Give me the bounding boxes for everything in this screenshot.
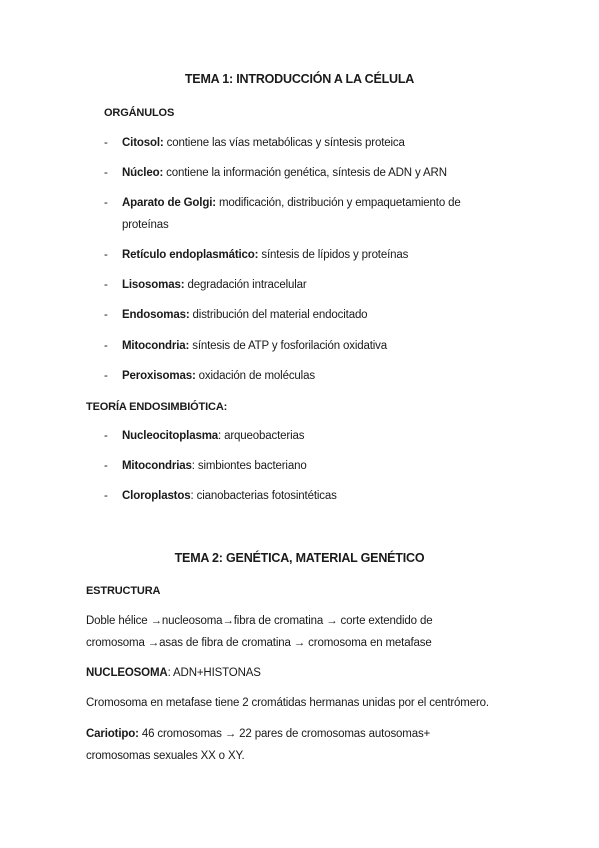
item-desc: : arqueobacterias [218,430,305,442]
bullet-dash: - [104,340,108,352]
item-term: Núcleo: [122,167,164,179]
bullet-dash: - [104,167,108,179]
item-desc: : cianobacterias fotosintéticas [190,490,337,502]
item-term: Retículo endoplasmático: [122,249,259,261]
bullet-dash: - [104,279,108,291]
item-term: Peroxisomas: [122,370,196,382]
bullet-dash: - [104,197,108,209]
bullet-dash: - [104,490,108,502]
cariotipo-paragraph [86,723,458,767]
nucleosoma-paragraph [86,662,526,684]
bullet-dash: - [104,430,108,442]
nucleosoma-desc: : ADN+HISTONAS [167,667,261,679]
bullet-dash: - [104,460,108,472]
cromosoma-paragraph: Cromosoma en metafase tiene 2 cromátidas hermanas unidas por el centrómero. [86,697,489,709]
item-term: Nucleocitoplasma [122,430,219,442]
cariotipo-term: Cariotipo: [86,728,139,740]
item-desc: contiene la información genética, síntesis de ADN y ARN [163,167,447,179]
item-term: Cloroplastos [122,490,191,502]
item-term: Aparato de Golgi: [122,197,216,209]
item-desc: síntesis de lípidos y proteínas [258,249,409,261]
estructura-paragraph: Doble hélice →nucleosoma→fibra de cromatina → corte extendido de cromosoma →asas de fibra de cromatina → cromosoma en metafase [86,615,433,649]
cariotipo-desc: 46 cromosomas → 22 pares de cromosomas autosomas+ cromosomas sexuales XX o XY. [86,728,431,762]
item-desc: modificación, distribución y empaquetamiento de proteínas [122,197,461,231]
item-desc: contiene las vías metabólicas y síntesis proteica [163,137,405,149]
item-term: Mitocondrias [122,460,192,472]
item-desc: oxidación de moléculas [195,370,315,382]
bullet-dash: - [104,370,108,382]
estructura-heading: ESTRUCTURA [86,585,161,597]
item-term: Endosomas: [122,309,190,321]
bullet-dash: - [104,137,108,149]
teoria-heading: TEORÍA ENDOSIMBIÓTICA: [86,401,228,413]
item-desc: degradación intracelular [184,279,307,291]
item-term: Citosol: [122,137,164,149]
organulos-heading: ORGÁNULOS [104,107,175,119]
item-desc: síntesis de ATP y fosforilación oxidativa [189,340,388,352]
bullet-dash: - [104,309,108,321]
tema2-title: TEMA 2: GENÉTICA, MATERIAL GENÉTICO [174,551,425,565]
item-desc: distribución del material endocitado [189,309,368,321]
tema1-title: TEMA 1: INTRODUCCIÓN A LA CÉLULA [184,72,415,86]
item-term: Lisosomas: [122,279,185,291]
item-desc: : simbiontes bacteriano [191,460,307,472]
bullet-dash: - [104,249,108,261]
nucleosoma-term: NUCLEOSOMA [86,667,168,679]
item-term: Mitocondria: [122,340,190,352]
